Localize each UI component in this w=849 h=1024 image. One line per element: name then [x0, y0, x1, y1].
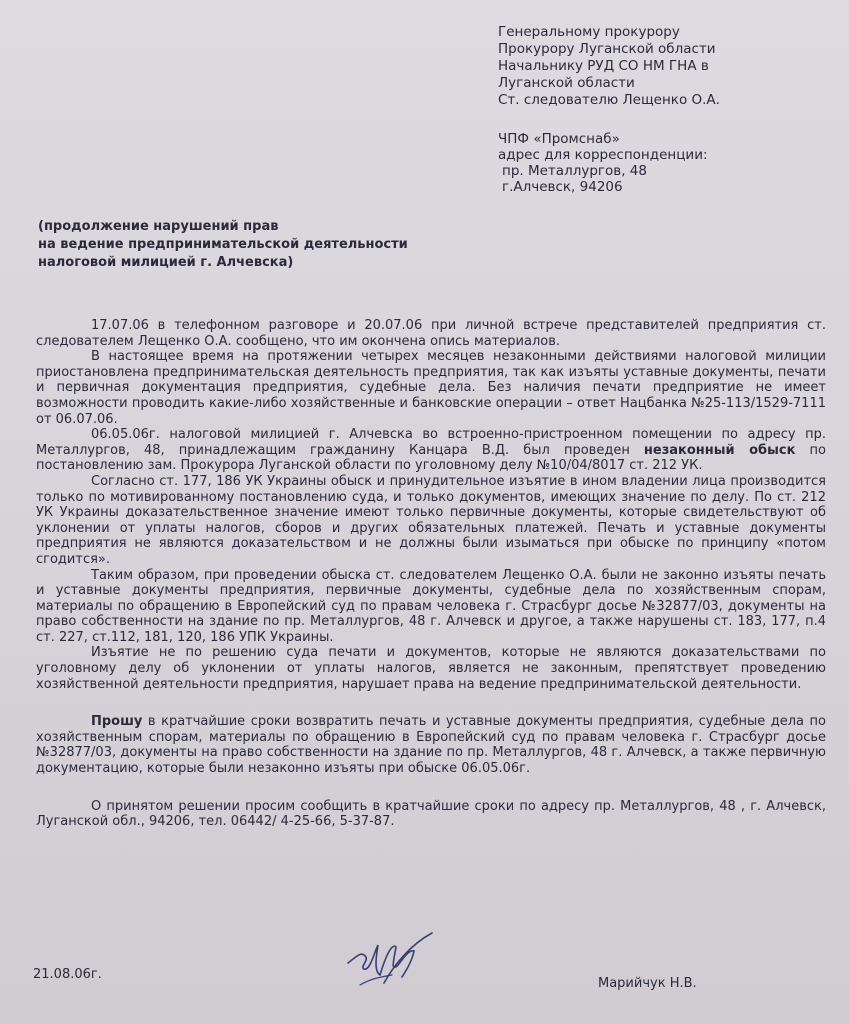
- paragraph-4: Согласно ст. 177, 186 УК Украины обыск и принудительное изъятие в ином владении лица производится только по мотивированному постановлению суда, и только документов, имеющих значение по делу. По ст. 212 УК Украины доказательственное значение имеют только первичные документы, которые свидетельствуют об уклонении от уплаты налогов, сборов и других обязательных платежей. Печать и уставные документы предприятия не являются доказательством и не должны были изыматься при обыске по принципу «потом сгодится».: [36, 473, 826, 567]
- paragraph-3-start: 06.05.06г. налоговой милицией г. Алчевска во встроенно-пристроенном помещении по адресу пр. Металлургов, 48, принадлежащим гражданину Канцара В.Д. был проведен: [36, 427, 826, 458]
- document-date: 21.08.06г.: [33, 967, 102, 982]
- subject-heading: [38, 218, 408, 272]
- letter-body: [36, 318, 826, 830]
- sender-street: пр. Металлургов, 48: [502, 163, 647, 179]
- paragraph-3: [36, 427, 826, 474]
- contact-paragraph: О принятом решении просим сообщить в кратчайшие сроки по адресу пр. Металлургов, 48 , г. Алчевск, Луганской обл., 94206, тел. 06442/ 4-25-66, 5-37-87.: [36, 798, 826, 830]
- sender-address-label: адрес для корреспонденции:: [498, 147, 708, 163]
- handwritten-signature: [340, 925, 440, 995]
- illegal-search-emphasis: незаконный обыск: [643, 442, 796, 458]
- addressee-line: Луганской области: [498, 75, 635, 91]
- subject-line: налоговой милицией г. Алчевска): [38, 255, 294, 270]
- request-paragraph: [36, 714, 826, 776]
- sender-org: ЧПФ «Промснаб»: [498, 131, 620, 147]
- addressee-line: Начальнику РУД СО НМ ГНА в: [498, 58, 709, 74]
- paragraph-3-end: по постановлению зам. Прокурора Луганской области по уголовному делу №10/04/8017 ст. 212 УК.: [36, 442, 826, 474]
- addressee-line: Прокурору Луганской области: [498, 41, 716, 57]
- subject-line: на ведение предпринимательской деятельности: [38, 237, 408, 252]
- request-text: в кратчайшие сроки возвратить печать и уставные документы предприятия, судебные дела по хозяйственным спорам, материалы по обращению в Европейский суд по правам человека г. Страсбург досье №32877/03, документы на право собственности на здание по пр. Металлургов, 48 г. Алчевск, а также первичную документацию, которые были незаконно изъяты при обыске 06.05.06г.: [36, 714, 826, 777]
- addressee-line: Генеральному прокурору: [498, 24, 680, 40]
- paragraph-5: Таким образом, при проведении обыска ст. следователем Лещенко О.А. были не законно изъяты печать и уставные документы предприятия, первичные документы, судебные дела по хозяйственным спорам, материалы по обращению в Европейский суд по правам человека г. Страсбург досье №32877/03, документы на право собственности на здание по пр. Металлургов, 48 г. Алчевск и другое, а также нарушены ст. 183, 177, п.4 ст. 227, ст.112, 181, 120, 186 УПК Украины.: [36, 567, 826, 645]
- request-emphasis: Прошу: [91, 714, 143, 730]
- signer-name: Марийчук Н.В.: [598, 976, 697, 991]
- sender-block: [498, 131, 708, 195]
- sender-city: г.Алчевск, 94206: [502, 179, 623, 195]
- subject-line: (продолжение нарушений прав: [38, 219, 279, 234]
- addressee-line: Ст. следователю Лещенко О.А.: [498, 92, 720, 108]
- paragraph-6: Изъятие не по решению суда печати и документов, которые не являются доказательствами по уголовному делу об уклонении от уплаты налогов, является не законным, препятствует проведению хозяйственной деятельности предприятия, нарушает права на ведение предпринимательской деятельности.: [36, 645, 826, 692]
- paragraph-1: 17.07.06 в телефонном разговоре и 20.07.06 при личной встрече представителей предприятия ст. следователем Лещенко О.А. сообщено, что им окончена опись материалов.: [36, 318, 826, 349]
- addressee-block: [498, 24, 720, 109]
- paragraph-2: В настоящее время на протяжении четырех месяцев незаконными действиями налоговой милиции приостановлена предпринимательская деятельность предприятия, так как изъяты уставные документы, печати и первичная документация предприятия, судебные дела. Без наличия печати предприятие не имеет возможности проводить какие-либо хозяйственные и банковские операции – ответ Нацбанка №25-113/1529-7111 от 06.07.06.: [36, 349, 826, 427]
